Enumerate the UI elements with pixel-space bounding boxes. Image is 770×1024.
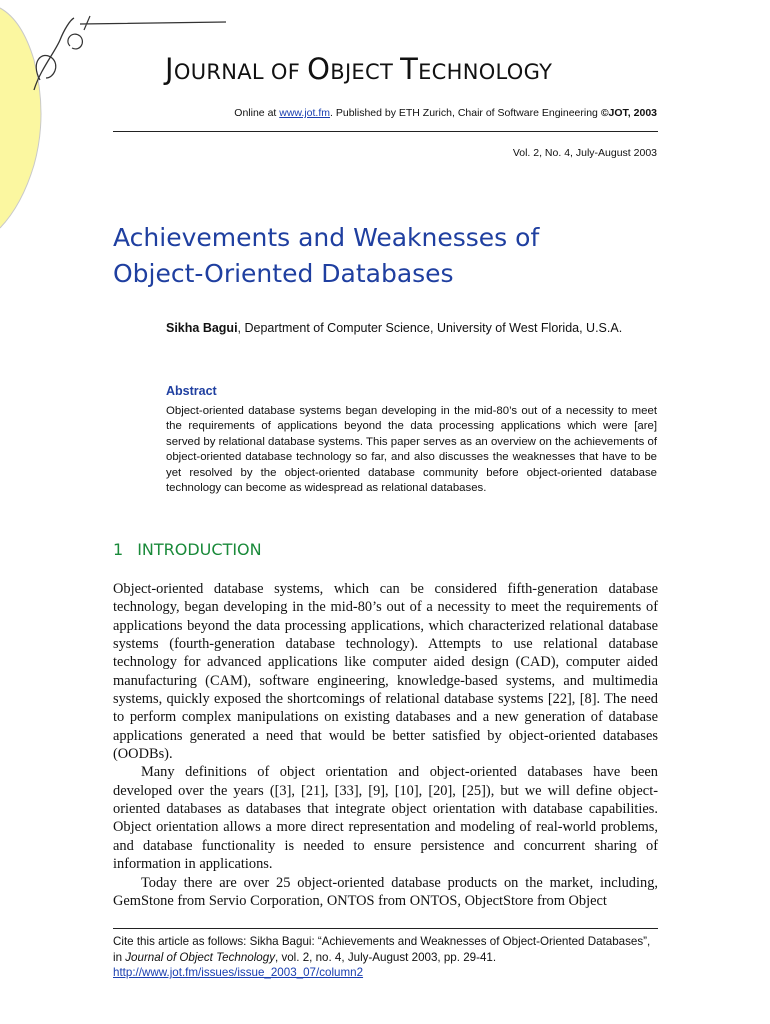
paper-title <box>113 220 673 292</box>
logo-signature-o <box>68 34 83 49</box>
journal-title-cap: T <box>400 52 419 86</box>
journal-title-part: ECHNOLOGY <box>418 60 553 84</box>
abstract-heading: Abstract <box>166 384 217 398</box>
header-rule <box>113 131 658 132</box>
article-url-link[interactable]: http://www.jot.fm/issues/issue_2003_07/column2 <box>113 966 364 980</box>
citation-journal: Journal of Object Technology <box>125 950 275 964</box>
author-line <box>166 319 656 337</box>
journal-title-cap: O <box>307 52 331 86</box>
section-number: 1 <box>113 540 124 559</box>
section-heading <box>113 540 262 559</box>
author-name: Sikha Bagui <box>166 321 238 335</box>
author-affiliation: , Department of Computer Science, University of West Florida, U.S.A. <box>237 321 623 335</box>
citation-footnote <box>113 934 658 981</box>
publication-line <box>234 107 657 119</box>
logo-signature-t <box>80 16 226 30</box>
paragraph: Many definitions of object orientation and object-oriented databases have been developed over the years ([3], [21], [33], [9], [10], [20], [25]), but we will define object-oriented databases as databases that integrate object orientation with database capabilities. Object orientation allows a more direct representation and modeling of real-world problems, and database functionality is needed to ensure persistence and concurrent sharing of information in applications. <box>113 764 658 873</box>
paragraph: Today there are over 25 object-oriented database products on the market, including, GemStone from Servio Corporation, ONTOS from ONTOS, ObjectStore from Object <box>113 874 658 909</box>
paper-title-line: Achievements and Weaknesses of <box>113 223 540 252</box>
copyright: ©JOT, 2003 <box>600 107 657 119</box>
citation-prefix: Cite this article as follows: Sikha Bagui: “Achievements and Weaknesses of Object-Oriented Databases”, in <box>113 935 651 964</box>
journal-title <box>165 52 665 86</box>
volume-line: Vol. 2, No. 4, July-August 2003 <box>512 147 657 159</box>
footnote-rule <box>113 928 658 929</box>
abstract-text: Object-oriented database systems began developing in the mid-80’s out of a necessity to meet the requirements of applications beyond the data processing applications which were [are] served by relational database systems. This paper serves as an overview on the achievements of object-oriented database technology so far, and also discusses the weaknesses that have to be yet resolved by the object-oriented database community before object-oriented database technology can become as widespread as relational databases. <box>166 405 657 495</box>
journal-title-part: OURNAL OF <box>173 60 308 84</box>
journal-title-part: BJECT <box>330 60 401 84</box>
logo-yellow-crescent <box>0 8 41 228</box>
citation-suffix: , vol. 2, no. 4, July-August 2003, pp. 29-41. <box>275 950 497 964</box>
section-title: INTRODUCTION <box>137 540 262 559</box>
pub-prefix: Online at <box>234 107 280 119</box>
jot-logo <box>0 0 240 240</box>
jot-website-link[interactable]: www.jot.fm <box>279 107 331 119</box>
pub-suffix: . Published by ETH Zurich, Chair of Software Engineering <box>330 107 601 119</box>
paper-title-line: Object-Oriented Databases <box>113 259 454 288</box>
paragraph: Object-oriented database systems, which can be considered fifth-generation database technology, began developing in the mid-80’s out of a necessity to meet the requirements of applications beyond the data processing applications, which characterized relational database systems (fourth-generation database technology). Attempts to use relational database technology for advanced applications like computer aided design (CAD), computer aided manufacturing (CAM), software engineering, knowledge-based systems, and multimedia systems, quickly exposed the shortcomings of relational database systems [22], [8]. The need to perform complex manipulations on existing databases and a new generation of database applications generated a need that would be better satisfied by object-oriented databases (OODBs). <box>113 581 658 763</box>
body-text <box>113 580 658 910</box>
journal-title-cap: J <box>165 52 174 86</box>
